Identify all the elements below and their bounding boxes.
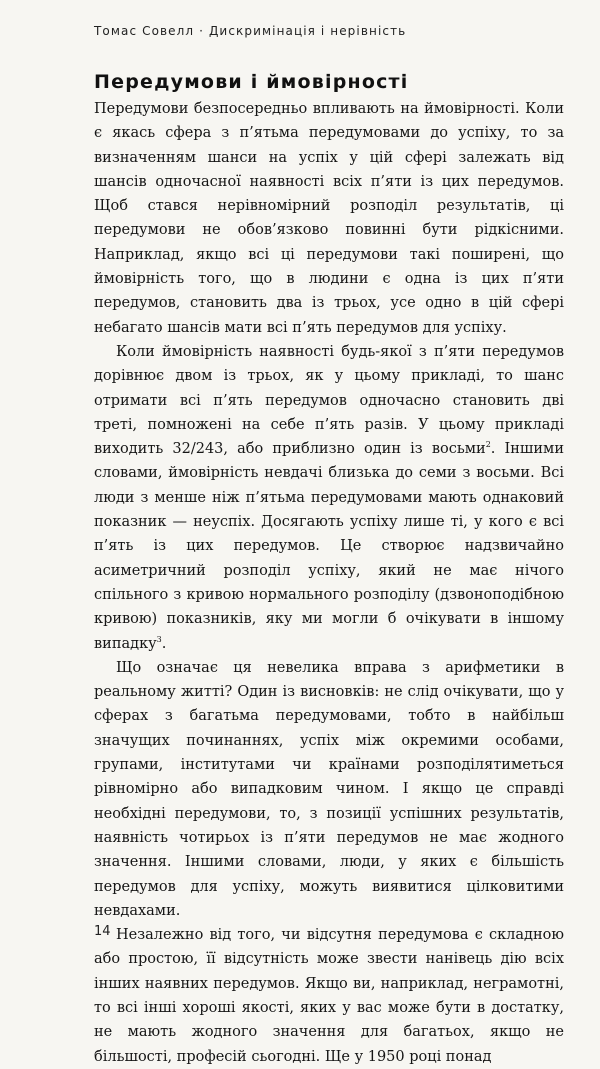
running-head: Томас Совелл · Дискримінація і нерівність — [94, 24, 407, 38]
page-number: 14 — [94, 924, 111, 939]
paragraph-2-text-b: . Іншими словами, ймовірність невдачі близька до семи з восьми. Всі люди з менше ніж п’ятьма передумовами мають однаковий показник — неуспіх. Досягають успіху лише ті, у кого є всі п’ять із цих передумов. Це створює надзвичайно асиметричний розподіл успіху, який не має нічого спільного з кривою нормального розподілу (дзвоноподібною кривою) показників, яку ми могли б очікувати в іншому випадку — [94, 441, 565, 652]
footnote-marker[interactable]: 2 — [485, 440, 491, 450]
paragraph-3: Що означає ця невелика вправа з арифметики в реальному житті? Один із висновків: не слід очікувати, що у сферах з багатьма передумовами, тобто в найбільш значущих починаннях, успіх між окремими особами, групами, інститутами чи країнами розподілятиметься рівномірно або випадковим чином. І якщо це справді необхідні передумови, то, з позиції успішних результатів, наявність чотирьох із п’яти передумов не має жодного значення. Іншими словами, люди, у яких є більшість передумов для успіху, можуть виявитися цілковитими невдахами. — [94, 659, 564, 919]
body-text — [94, 97, 564, 1069]
footnote-marker[interactable]: 3 — [156, 634, 162, 644]
section-title: Передумови і ймовірності — [94, 71, 409, 93]
paragraph-1: Передумови безпосередньо впливають на ймовірності. Коли є якась сфера з п’ятьма передумовами до успіху, то за визначенням шанси на успіх у цій сфері залежать від шансів одночасної наявності всіх п’яти із цих передумов. Щоб стався нерівномірний розподіл результатів, ці передумови не обов’язково повинні бути рідкісними. Наприклад, якщо всі ці передумови такі поширені, що ймовірність того, що в людини є одна із цих п’яти передумов, становить два із трьох, усе одно в цій сфері небагато шансів мати всі п’ять передумов для успіху. — [94, 101, 564, 336]
paragraph-2-text-a: Коли ймовірність наявності будь-якої з п’яти передумов дорівнює двом із трьох, як у цьому прикладі, то шанс отримати всі п’ять передумов одночасно становить дві треті, помножені на себе п’ять разів. У цьому прикладі виходить 32/243, або приблизно один із восьми — [94, 343, 564, 458]
paragraph-4: Незалежно від того, чи відсутня передумова є складною або простою, її відсутність може звести нанівець дію всіх інших наявних передумов. Якщо ви, наприклад, неграмотні, то всі інші хороші якості, яких у вас може бути в достатку, не мають жодного значення для багатьох, якщо не більшості, професій сьогодні. Ще у 1950 році понад — [94, 927, 564, 1065]
paragraph-2-text-c: . — [161, 635, 167, 652]
paragraph-2 — [94, 340, 564, 656]
